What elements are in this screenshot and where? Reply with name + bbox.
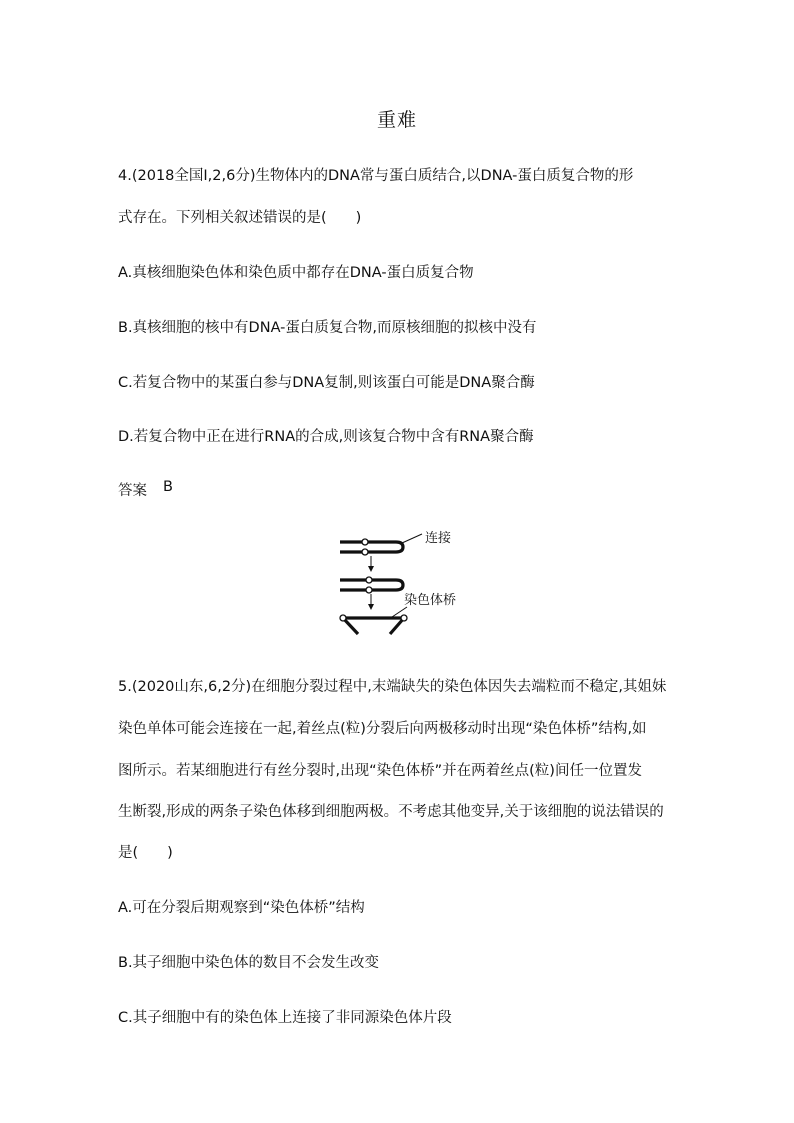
- arrow-down-icon: [368, 594, 374, 610]
- q5-option-b: B.其子细胞中染色体的数目不会发生改变: [118, 955, 380, 971]
- q4-stem-line-2: 式存在。下列相关叙述错误的是( ): [118, 210, 362, 226]
- q5-stem-line-3: 图所示。若某细胞进行有丝分裂时,出现“染色体桥”并在两着丝点(粒)间任一位置发: [118, 763, 642, 779]
- arrow-down-icon: [368, 556, 374, 572]
- q4-answer-value: B: [163, 479, 173, 495]
- q4-option-d: D.若复合物中正在进行RNA的合成,则该复合物中含有RNA聚合酶: [118, 429, 534, 445]
- q5-option-a: A.可在分裂后期观察到“染色体桥”结构: [118, 900, 365, 916]
- q5-stem-line-4: 生断裂,形成的两条子染色体移到细胞两极。不考虑其他变异,关于该细胞的说法错误的: [118, 804, 664, 820]
- chromosome-bridge-figure: [334, 528, 464, 640]
- q5-stem-line-2: 染色单体可能会连接在一起,着丝点(粒)分裂后向两极移动时出现“染色体桥”结构,如: [118, 721, 647, 737]
- q4-option-a: A.真核细胞染色体和染色质中都存在DNA-蛋白质复合物: [118, 265, 474, 281]
- q5-stem-line-5: 是( ): [118, 845, 173, 861]
- q4-option-c: C.若复合物中的某蛋白参与DNA复制,则该蛋白可能是DNA聚合酶: [118, 375, 535, 391]
- q5-option-c: C.其子细胞中有的染色体上连接了非同源染色体片段: [118, 1010, 452, 1026]
- q5-stem-line-1: 5.(2020山东,6,2分)在细胞分裂过程中,末端缺失的染色体因失去端粒而不稳定,其姐妹: [118, 679, 667, 695]
- label-connect: 连接: [425, 531, 452, 546]
- connect-pointer: [402, 534, 422, 543]
- label-bridge: 染色体桥: [404, 593, 457, 608]
- q4-stem-line-1: 4.(2018全国Ⅰ,2,6分)生物体内的DNA常与蛋白质结合,以DNA-蛋白质复合物的形: [118, 168, 634, 184]
- q4-answer-label: 答案: [118, 483, 147, 499]
- q4-option-b: B.真核细胞的核中有DNA-蛋白质复合物,而原核细胞的拟核中没有: [118, 320, 537, 336]
- separating-chromatids: [340, 577, 403, 593]
- connected-chromatids: [340, 539, 403, 555]
- section-title: 重难: [376, 109, 417, 131]
- chromosome-bridge: [340, 615, 407, 634]
